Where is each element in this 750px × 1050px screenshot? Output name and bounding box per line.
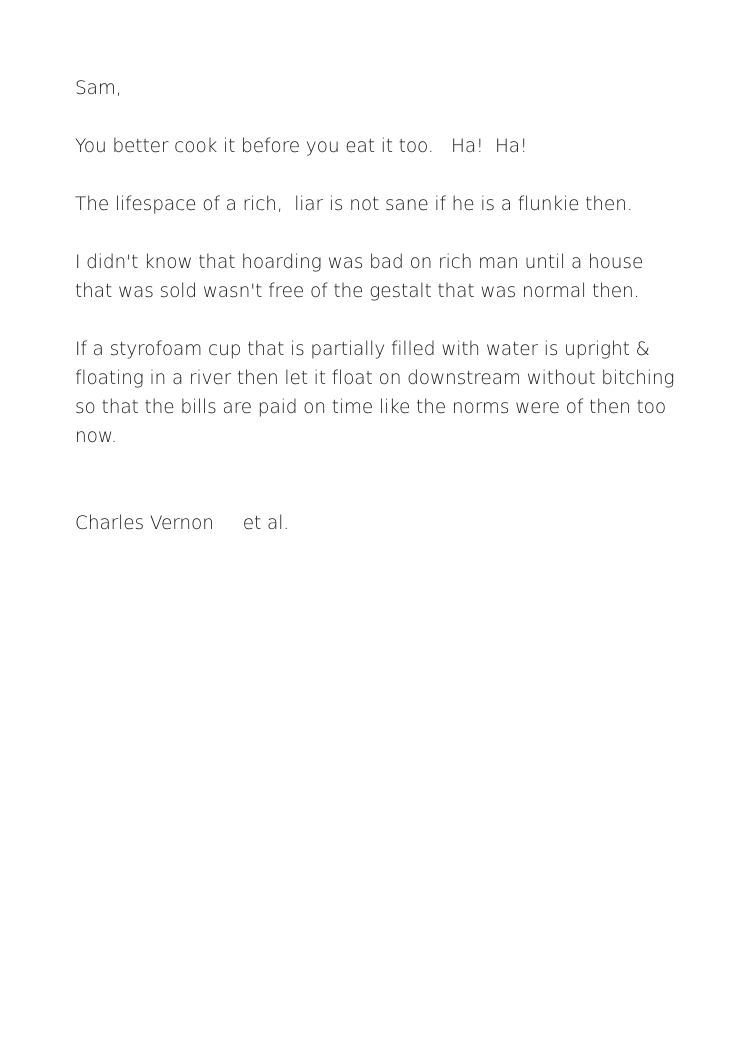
- paragraph: If a styrofoam cup that is partially filled with water is upright & floating in a river then let it float on downstream without bitching so that the bills are paid on time like the norms were of then too now.: [75, 339, 681, 447]
- salutation: Sam,: [75, 78, 122, 99]
- paragraph: I didn't know that hoarding was bad on rich man until a house that was sold wasn't free of the gestalt that was normal then.: [75, 252, 650, 302]
- signature: Charles Vernon et al.: [75, 513, 290, 534]
- paragraph: The lifespace of a rich, liar is not sane if he is a flunkie then.: [75, 194, 633, 215]
- letter-body: [75, 74, 685, 538]
- paragraph: You better cook it before you eat it too. Ha! Ha!: [75, 136, 528, 157]
